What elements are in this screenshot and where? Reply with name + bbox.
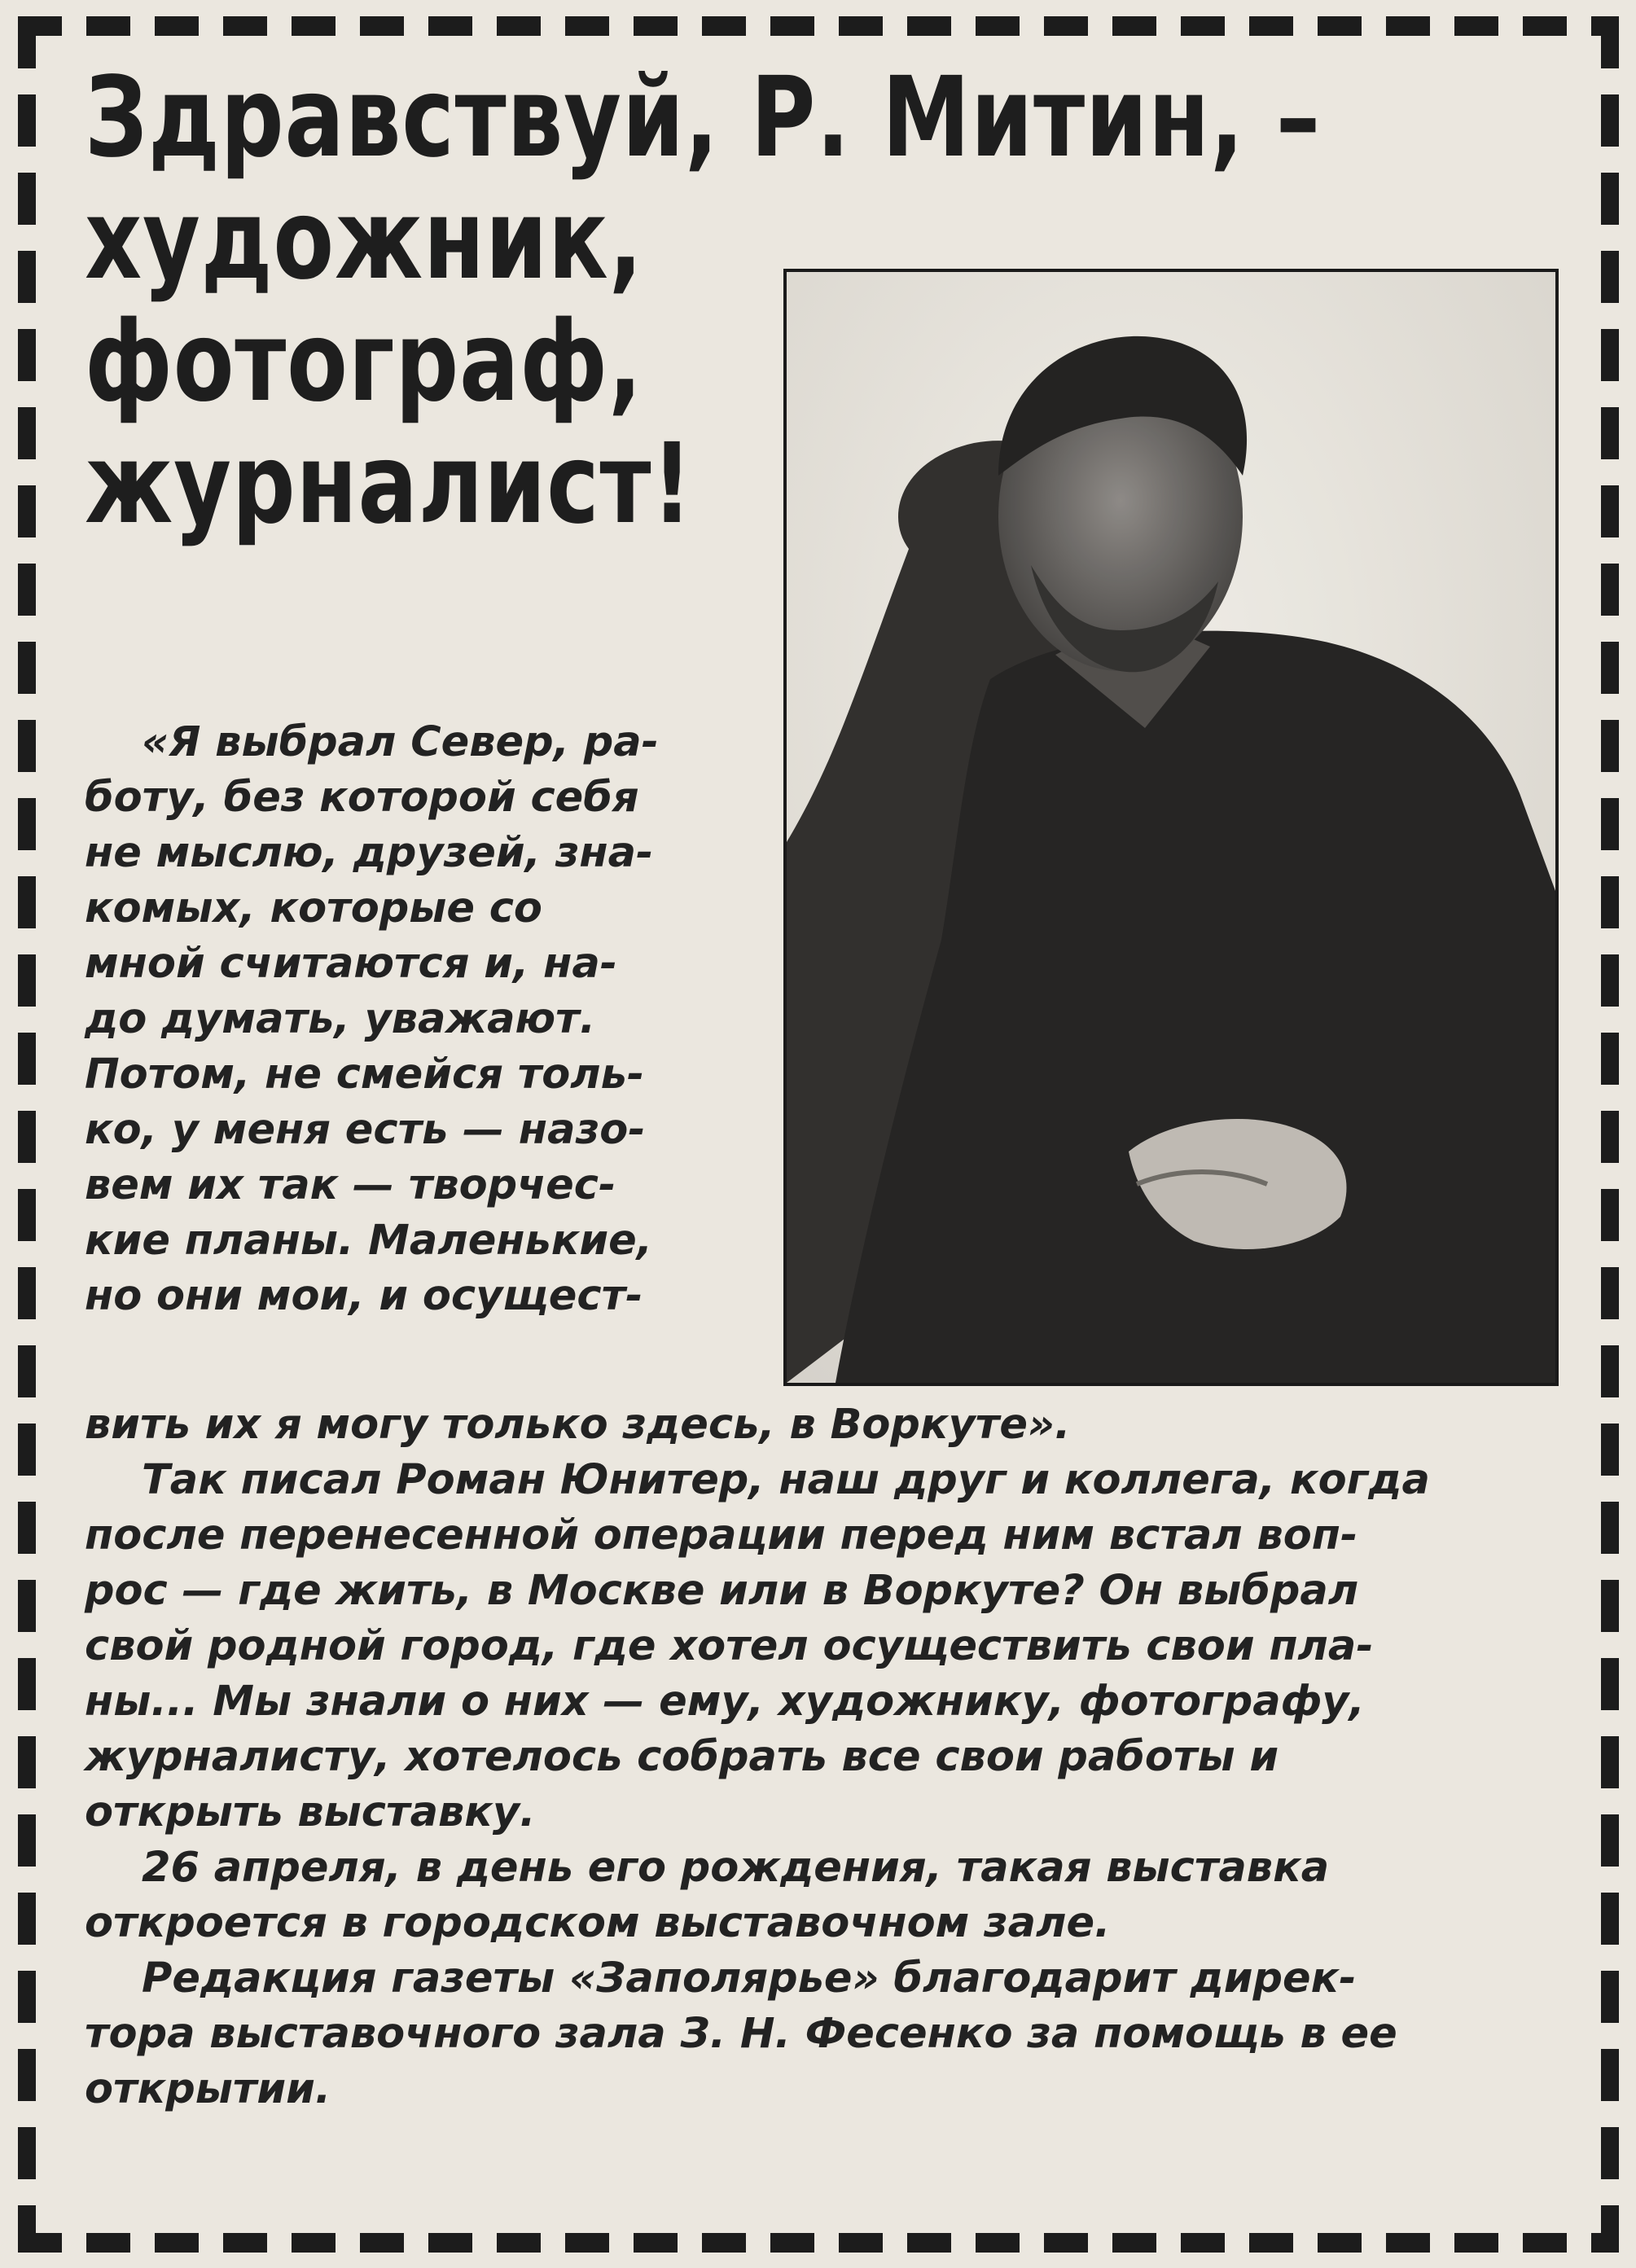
quote-line: Потом, не смейся толь-: [85, 1051, 645, 1099]
quote-line: «Я выбрал Север, ра-: [142, 718, 659, 766]
quote-line: боту, без которой себя: [85, 774, 639, 822]
quote-line: ко, у меня есть — назо-: [85, 1106, 646, 1154]
headline-line-3: фотограф,: [85, 298, 643, 427]
body-line: 26 апреля, в день его рождения, такая выставка: [142, 1844, 1330, 1892]
body-line: откроется в городском выставочном зале.: [85, 1899, 1111, 1947]
headline-line-1: Здравствуй, Р. Митин, –: [85, 54, 1322, 182]
body-text: [85, 1397, 1559, 2117]
body-line: тора выставочного зала З. Н. Фесенко за помощь в ее: [85, 2010, 1397, 2058]
quote-line: до думать, уважают.: [85, 995, 596, 1043]
portrait-photo-image: [787, 272, 1555, 1383]
quote-line: кие планы. Маленькие,: [85, 1217, 653, 1265]
dashed-border-top: [18, 16, 1619, 36]
dashed-border-left: [18, 16, 36, 2253]
body-line: Так писал Роман Юнитер, наш друг и коллега, когда: [142, 1456, 1430, 1504]
body-line: свой родной город, где хотел осуществить свои пла-: [85, 1622, 1374, 1670]
body-line: ны... Мы знали о них — ему, художнику, фотографу,: [85, 1678, 1365, 1726]
dashed-border-bottom: [18, 2233, 1619, 2253]
body-line: вить их я могу только здесь, в Воркуте».: [85, 1401, 1071, 1449]
quote-line: не мыслю, друзей, зна-: [85, 829, 654, 877]
body-line: открытии.: [85, 2065, 331, 2113]
portrait-photo: [783, 269, 1559, 1386]
body-line: рос — где жить, в Москве или в Воркуте? Он выбрал: [85, 1567, 1359, 1615]
body-line: после перенесенной операции перед ним встал воп-: [85, 1511, 1358, 1560]
body-line: Редакция газеты «Заполярье» благодарит дирек-: [142, 1954, 1357, 2003]
quote-line: но они мои, и осущест-: [85, 1272, 643, 1320]
headline-line-2: художник,: [85, 176, 643, 305]
body-line: открыть выставку.: [85, 1788, 536, 1836]
quote-line: вем их так — творчес-: [85, 1161, 616, 1209]
quote-line: мной считаются и, на-: [85, 940, 617, 988]
dashed-border-right: [1601, 16, 1619, 2253]
body-line: журналисту, хотелось собрать все свои работы и: [85, 1733, 1279, 1781]
quote-column: [85, 715, 752, 1324]
quote-line: комых, которые со: [85, 884, 542, 932]
headline-line-4: журналист!: [85, 420, 693, 549]
